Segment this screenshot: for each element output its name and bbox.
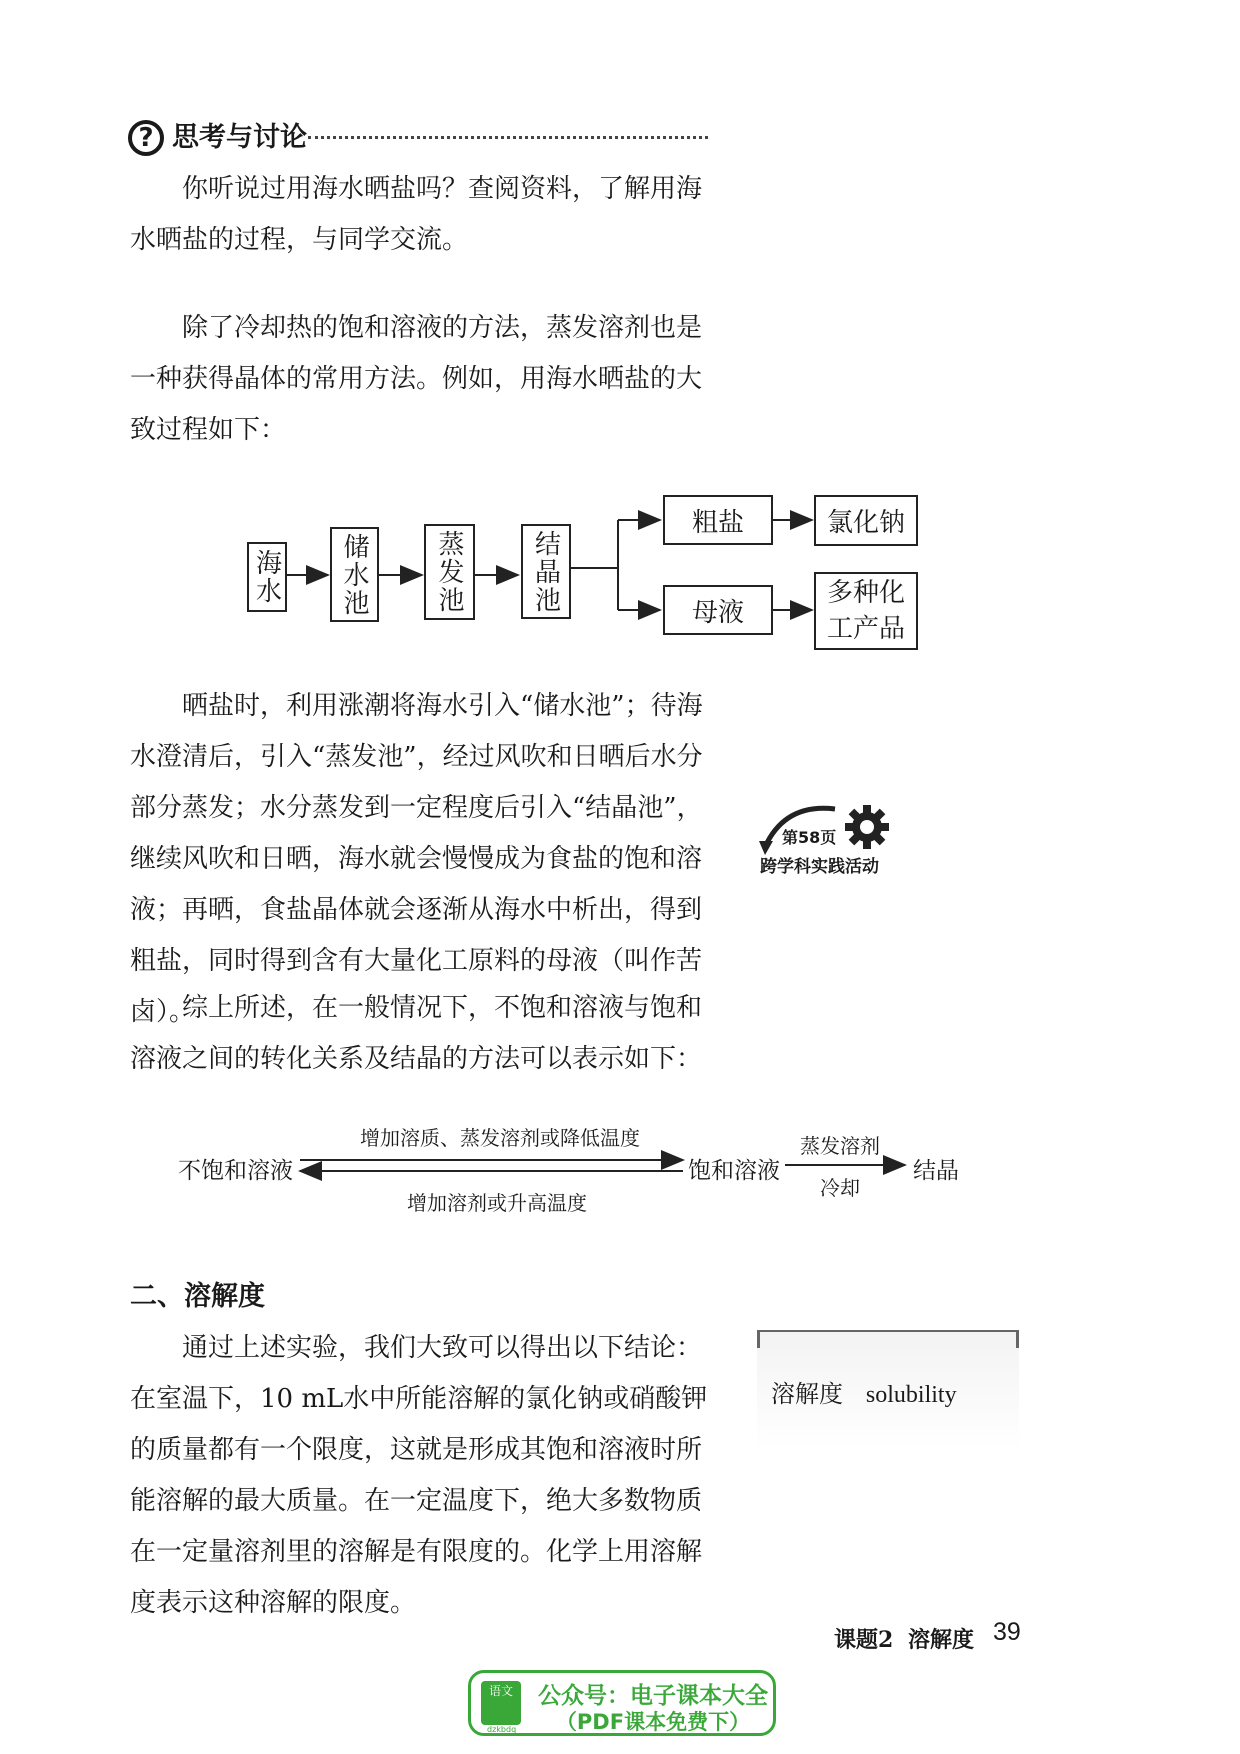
chemical-products-box: 多种化 工产品 <box>814 572 918 650</box>
glossary-card <box>757 1330 1019 1450</box>
term-english: solubility <box>865 1382 957 1408</box>
term-chinese: 溶解度 <box>771 1380 843 1408</box>
crystallization-pool-box: 结晶池 <box>521 524 571 619</box>
watermark-banner <box>468 1670 776 1736</box>
question-bubble-icon: ? <box>128 120 164 156</box>
book-icon: 语文 <box>481 1681 521 1725</box>
crude-salt-box: 粗盐 <box>663 495 773 545</box>
intro-paragraph: 除了冷却热的饱和溶液的方法，蒸发溶剂也是一种获得晶体的常用方法。例如，用海水晒盐的大致过程如下： <box>130 313 703 445</box>
banner-line-1: 公众号：电子课本大全 <box>538 1683 768 1709</box>
think-discuss-title: 思考与讨论 <box>172 122 307 153</box>
seawater-box: 海水 <box>247 542 287 612</box>
crystal-result: 结晶 <box>913 1158 959 1184</box>
page-number: 39 <box>993 1618 1021 1646</box>
banner-line-2: （PDF课本免费下） <box>555 1710 751 1734</box>
think-question: 你听说过用海水晒盐吗？查阅资料，了解用海水晒盐的过程，与同学交流。 <box>130 174 703 255</box>
solubility-paragraph: 通过上述实验，我们大致可以得出以下结论：在室温下，10 mL水中所能溶解的氯化钠或硝酸钾的质量都有一个限度，这就是形成其饱和溶液时所能溶解的最大质量。在一定温度下，绝大多数物质在一定量溶剂里的溶解是有限度的。化学上用溶解度表示这种溶解的限度。 <box>130 1333 708 1618</box>
forward-condition: 增加溶质、蒸发溶剂或降低温度 <box>360 1126 640 1150</box>
banner-tiny-text: dzkbdq <box>487 1725 517 1734</box>
unsaturated-solution: 不饱和溶液 <box>178 1158 293 1184</box>
card-right-cap <box>1016 1332 1019 1348</box>
backward-condition: 增加溶剂或升高温度 <box>407 1191 587 1215</box>
footer-topic: 溶解度 <box>908 1627 975 1653</box>
cross-ref-label: 跨学科实践活动 <box>760 857 879 877</box>
storage-pool-box: 储水池 <box>330 527 379 622</box>
cool-condition: 冷却 <box>820 1176 860 1200</box>
sodium-chloride-box: 氯化钠 <box>814 495 918 546</box>
process-paragraph: 晒盐时，利用涨潮将海水引入“储水池”；待海水澄清后，引入“蒸发池”，经过风吹和日晒后水分部分蒸发；水分蒸发到一定程度后引入“结晶池”，继续风吹和日晒，海水就会慢慢成为食盐的饱和溶液；再晒，食盐晶体就会逐渐从海水中析出，得到粗盐，同时得到含有大量化工原料的母液（叫作苦卤）。 <box>130 691 703 1027</box>
mother-liquor-box: 母液 <box>663 585 773 635</box>
summary-paragraph: 综上所述，在一般情况下，不饱和溶液与饱和溶液之间的转化关系及结晶的方法可以表示如下： <box>130 993 703 1074</box>
footer-lesson: 课题2 <box>834 1627 894 1653</box>
saturated-solution: 饱和溶液 <box>688 1158 780 1184</box>
card-left-cap <box>757 1332 760 1348</box>
cross-ref-page: 第58页 <box>782 828 837 847</box>
evaporate-condition: 蒸发溶剂 <box>800 1134 880 1158</box>
section-heading: 二、溶解度 <box>130 1281 265 1312</box>
evaporation-pool-box: 蒸发池 <box>424 524 475 620</box>
